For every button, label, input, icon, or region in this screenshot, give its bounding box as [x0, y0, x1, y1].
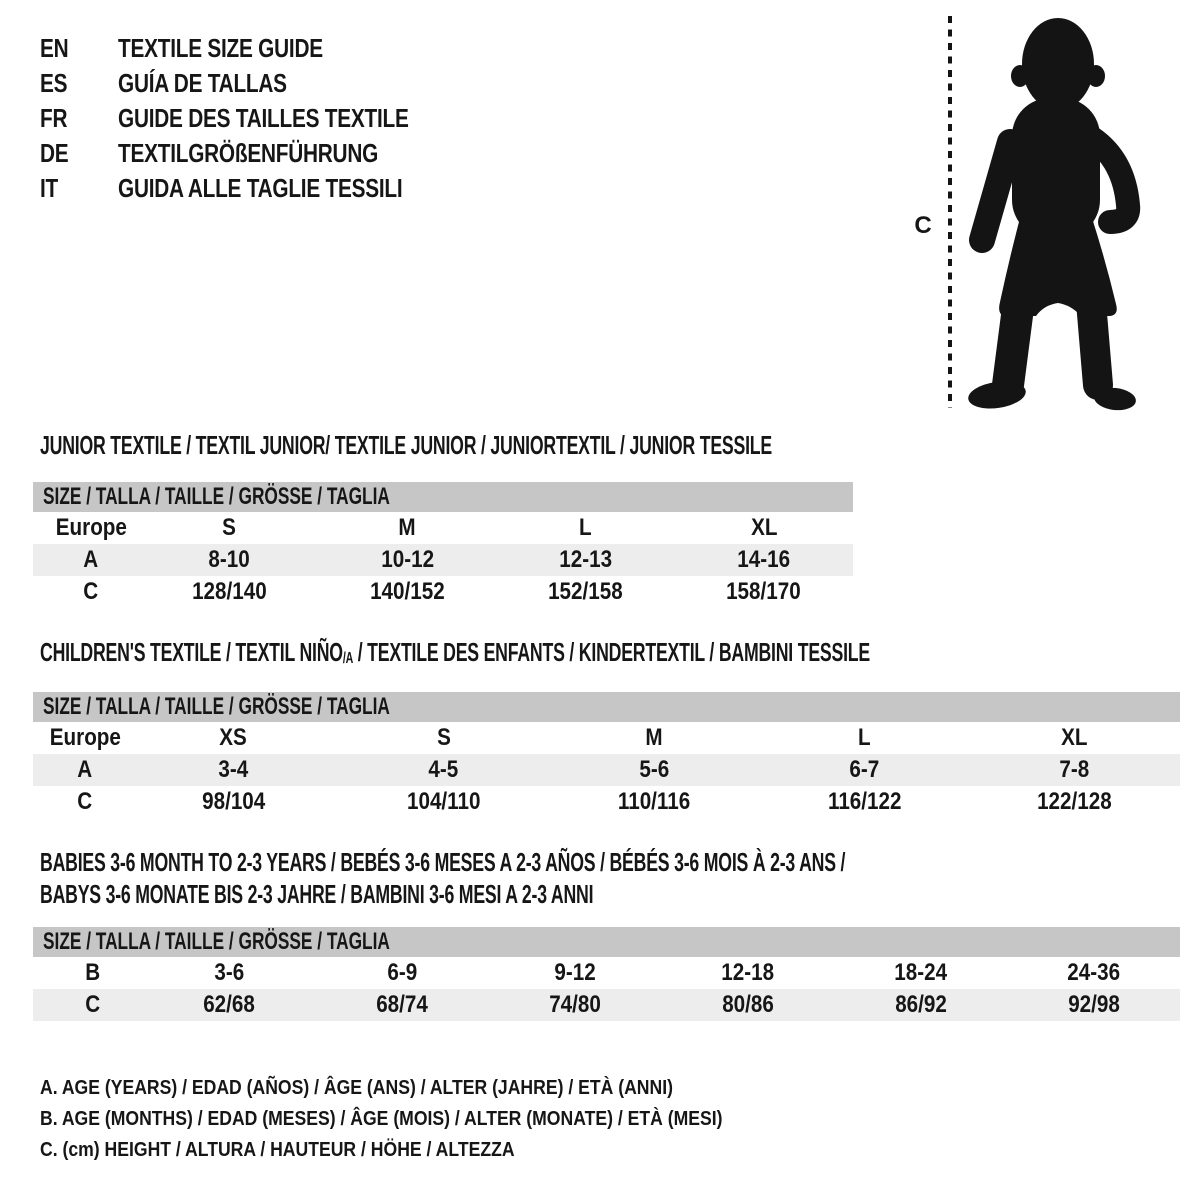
table-cell: M [398, 514, 416, 541]
table-cell: XS [219, 724, 247, 751]
babies-section-heading-line1: BABIES 3-6 MONTH TO 2-3 YEARS / BEBÉS 3-6 MESES A 2-3 AÑOS / BÉBÉS 3-6 MOIS À 2-3 ANS / [40, 847, 846, 877]
table-row-age-months [33, 957, 1180, 989]
size-header-bar: SIZE / TALLA / TAILLE / GRÖSSE / TAGLIA [33, 927, 1180, 957]
table-cell: 3-4 [218, 756, 249, 783]
table-cell: 80/86 [722, 991, 774, 1018]
table-cell: 122/128 [1037, 788, 1113, 815]
language-title-list [40, 31, 481, 206]
table-cell: 24-36 [1067, 959, 1120, 986]
junior-section-heading: JUNIOR TEXTILE / TEXTIL JUNIOR/ TEXTILE JUNIOR / JUNIORTEXTIL / JUNIOR TESSILE [40, 430, 772, 460]
table-cell: M [645, 724, 663, 751]
table-cell: 9-12 [554, 959, 596, 986]
table-row-europe [33, 722, 1180, 754]
row-label: B [85, 959, 100, 986]
lang-title-fr: GUIDE DES TAILLES TEXTILE [118, 103, 409, 133]
row-label: Europe [55, 514, 127, 541]
table-cell: 128/140 [191, 578, 267, 605]
lang-code-en: EN [40, 33, 69, 63]
legend-line-b: B. AGE (MONTHS) / EDAD (MESES) / ÂGE (MOIS) / ALTER (MONATE) / ETÀ (MESI) [40, 1108, 723, 1130]
table-cell: 104/110 [406, 788, 481, 815]
lang-title-de: TEXTILGRÖßENFÜHRUNG [118, 138, 379, 168]
children-section-heading: CHILDREN'S TEXTILE / TEXTIL $NIÑO_{/A}$ / TEXTILE DES ENFANTS / KINDERTEXTIL / BAMBINI TESSILE [40, 637, 870, 667]
lang-code-es: ES [40, 68, 68, 98]
table-cell: S [222, 514, 237, 541]
table-cell: 5-6 [639, 756, 669, 783]
table-cell: L [579, 514, 592, 541]
table-cell: 18-24 [894, 959, 948, 986]
table-cell: 152/158 [548, 578, 623, 605]
table-cell: 10-12 [380, 546, 434, 573]
row-label: A [77, 756, 93, 783]
table-cell: 62/68 [203, 991, 256, 1018]
row-label: Europe [49, 724, 121, 751]
lang-title-it: GUIDA ALLE TAGLIE TESSILI [118, 173, 403, 203]
size-header-bar: SIZE / TALLA / TAILLE / GRÖSSE / TAGLIA [33, 482, 853, 512]
table-cell: 4-5 [428, 756, 459, 783]
table-row-age [33, 754, 1180, 786]
table-cell: 7-8 [1059, 756, 1090, 783]
lang-code-it: IT [40, 173, 59, 203]
table-cell: 8-10 [208, 546, 250, 573]
table-cell: 74/80 [549, 991, 601, 1018]
table-cell: 98/104 [201, 788, 265, 815]
table-cell: XL [1061, 724, 1089, 751]
table-row-age [33, 544, 853, 576]
table-row-height [33, 989, 1180, 1021]
legend-line-c: C. (cm) HEIGHT / ALTURA / HAUTEUR / HÖHE / ALTEZZA [40, 1139, 515, 1161]
row-label: C [77, 788, 93, 815]
table-cell: 3-6 [214, 959, 245, 986]
table-row-europe [33, 512, 853, 544]
toddler-silhouette-icon [940, 10, 1150, 414]
table-cell: 6-9 [387, 959, 418, 986]
row-label: C [85, 991, 100, 1018]
table-cell: 110/116 [617, 788, 691, 815]
table-cell: XL [750, 514, 778, 541]
legend-line-a: A. AGE (YEARS) / EDAD (AÑOS) / ÂGE (ANS) / ALTER (JAHRE) / ETÀ (ANNI) [40, 1077, 673, 1099]
table-cell: 12-13 [559, 546, 613, 573]
table-cell: 158/170 [726, 578, 802, 605]
table-cell: S [436, 724, 451, 751]
table-cell: L [858, 724, 871, 751]
lang-code-fr: FR [40, 103, 68, 133]
table-row-height [33, 576, 853, 608]
height-measure-label: C [914, 212, 932, 239]
measure-legend [40, 1073, 816, 1166]
children-size-table [33, 692, 1180, 818]
lang-title-en: TEXTILE SIZE GUIDE [118, 33, 323, 63]
nino-a-subscript: /A [342, 649, 354, 667]
lang-code-de: DE [40, 138, 69, 168]
babies-section-heading-line2: BABYS 3-6 MONATE BIS 2-3 JAHRE / BAMBINI 3-6 MESI A 2-3 ANNI [40, 879, 594, 909]
table-cell: 92/98 [1067, 991, 1120, 1018]
junior-size-table [33, 482, 853, 608]
row-label: C [83, 578, 99, 605]
table-cell: 6-7 [849, 756, 880, 783]
size-header-bar: SIZE / TALLA / TAILLE / GRÖSSE / TAGLIA [33, 692, 1180, 722]
table-cell: 140/152 [370, 578, 445, 605]
row-label: A [83, 546, 99, 573]
table-cell: 68/74 [376, 991, 429, 1018]
table-cell: 86/92 [894, 991, 947, 1018]
table-row-height [33, 786, 1180, 818]
table-cell: 12-18 [721, 959, 775, 986]
lang-title-es: GUÍA DE TALLAS [118, 68, 287, 98]
table-cell: 14-16 [737, 546, 791, 573]
table-cell: 116/122 [827, 788, 902, 815]
babies-size-table [33, 927, 1180, 1021]
